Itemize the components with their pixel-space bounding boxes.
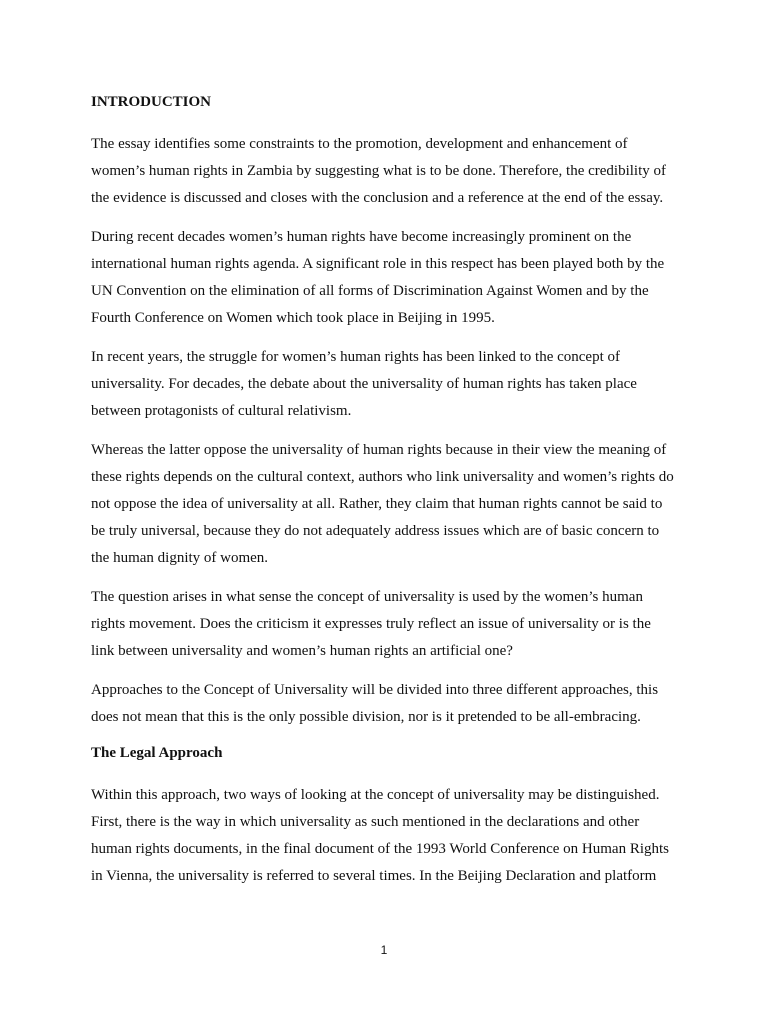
text-line: human rights documents, in the final document of the 1993 World Conference on Human Rights: [91, 841, 669, 857]
paragraph-3: [91, 344, 683, 425]
text-line: does not mean that this is the only possible division, nor is it pretended to be all-embracing.: [91, 709, 641, 725]
text-line: link between universality and women’s human rights an artificial one?: [91, 643, 513, 659]
document-body: [91, 92, 683, 902]
paragraph-7: [91, 782, 683, 890]
text-line: rights movement. Does the criticism it expresses truly reflect an issue of universality or is the: [91, 616, 651, 632]
text-line: Within this approach, two ways of looking at the concept of universality may be distinguished.: [91, 787, 660, 803]
text-line: Approaches to the Concept of Universality will be divided into three different approaches, this: [91, 682, 659, 698]
text-line: The essay identifies some constraints to the promotion, development and enhancement of: [91, 136, 628, 152]
text-line: Fourth Conference on Women which took place in Beijing in 1995.: [91, 310, 495, 326]
paragraph-4: [91, 437, 683, 572]
text-line: women’s human rights in Zambia by suggesting what is to be done. Therefore, the credibility of: [91, 163, 667, 179]
text-line: between protagonists of cultural relativism.: [91, 403, 352, 419]
text-line: In recent years, the struggle for women’s human rights has been linked to the concept of: [91, 349, 621, 365]
paragraph-6: [91, 677, 683, 731]
page-number: 1: [380, 943, 388, 957]
text-line: First, there is the way in which universality as such mentioned in the declarations and other: [91, 814, 640, 830]
text-line: the evidence is discussed and closes with the conclusion and a reference at the end of the essay.: [91, 190, 664, 206]
paragraph-1: [91, 131, 683, 212]
paragraph-5: [91, 584, 683, 665]
text-line: universality. For decades, the debate about the universality of human rights has taken place: [91, 376, 637, 392]
text-line: During recent decades women’s human rights have become increasingly prominent on the: [91, 229, 632, 245]
text-line: international human rights agenda. A significant role in this respect has been played both by the: [91, 256, 665, 272]
text-line: be truly universal, because they do not adequately address issues which are of basic concern to: [91, 523, 660, 539]
text-line: the human dignity of women.: [91, 550, 269, 566]
text-line: in Vienna, the universality is referred to several times. In the Beijing Declaration and platform: [91, 868, 657, 884]
text-line: these rights depends on the cultural context, authors who link universality and women’s rights do: [91, 469, 674, 485]
text-line: Whereas the latter oppose the universality of human rights because in their view the meaning of: [91, 442, 667, 458]
section-heading-legal-approach: The Legal Approach: [91, 745, 223, 761]
section-heading-introduction: INTRODUCTION: [91, 94, 212, 110]
text-line: UN Convention on the elimination of all forms of Discrimination Against Women and by the: [91, 283, 649, 299]
text-line: not oppose the idea of universality at all. Rather, they claim that human rights cannot be said to: [91, 496, 663, 512]
paragraph-2: [91, 224, 683, 332]
text-line: The question arises in what sense the concept of universality is used by the women’s human: [91, 589, 643, 605]
